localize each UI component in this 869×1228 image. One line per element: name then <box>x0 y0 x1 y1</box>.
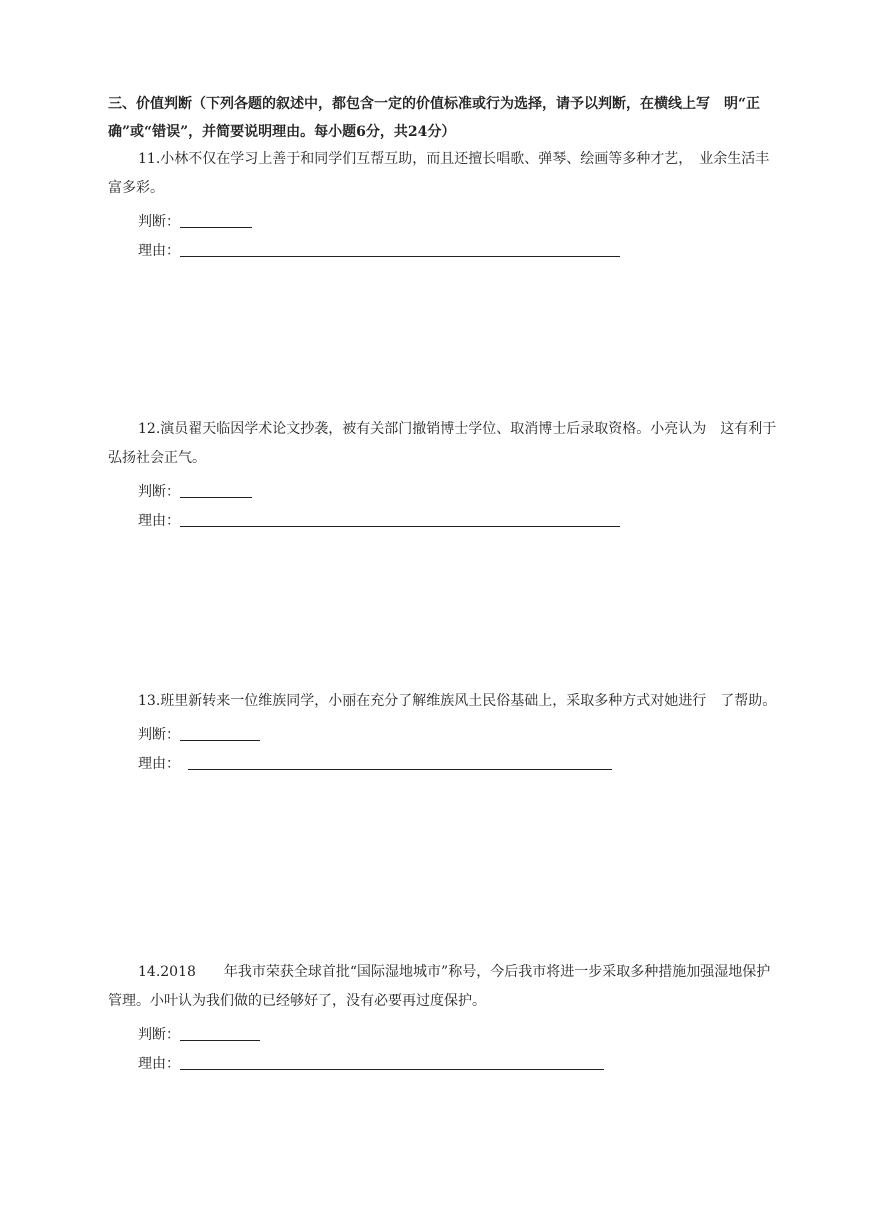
reason-label: 理由： <box>138 513 180 529</box>
question-11 <box>108 145 778 261</box>
judge-label: 判断： <box>138 1027 180 1043</box>
judge-row <box>108 203 778 232</box>
judge-row <box>108 473 778 502</box>
question-12 <box>108 415 778 531</box>
judge-label: 判断： <box>138 484 180 500</box>
reason-row <box>108 502 778 531</box>
section-heading: 三、价值判断（下列各题的叙述中，都包含一定的价值标准或行为选择，请予以判断，在横线上写 明“正确”或“错误”，并简要说明理由。每小题6分，共24分） <box>108 96 761 140</box>
reason-blank[interactable] <box>188 751 612 770</box>
reason-row <box>108 745 778 774</box>
judge-blank[interactable] <box>180 209 252 228</box>
reason-row <box>108 1045 778 1074</box>
question-text: 13.班里新转来一位维族同学，小丽在充分了解维族风土民俗基础上，采取多种方式对她进行 了帮助。 <box>138 693 777 709</box>
question-text: 12.演员翟天临因学术论文抄袭，被有关部门撤销博士学位、取消博士后录取资格。小亮认为 这有利于弘扬社会正气。 <box>108 421 777 466</box>
reason-label: 理由： <box>138 243 180 259</box>
judge-blank[interactable] <box>180 722 260 741</box>
judge-blank[interactable] <box>180 479 252 498</box>
judge-blank[interactable] <box>180 1022 260 1041</box>
question-14 <box>108 958 778 1074</box>
question-text: 11.小林不仅在学习上善于和同学们互帮互助，而且还擅长唱歌、弹琴、绘画等多种才艺， 业余生活丰富多彩。 <box>108 151 770 196</box>
reason-label: 理由： <box>138 756 180 772</box>
question-13 <box>108 687 778 774</box>
judge-row <box>108 716 778 745</box>
question-text: 14.2018 年我市荣获全球首批“国际湿地城市”称号，今后我市将进一步采取多种措施加强湿地保护管理。小叶认为我们做的已经够好了，没有必要再过度保护。 <box>108 964 771 1009</box>
reason-blank[interactable] <box>180 508 620 527</box>
reason-row <box>108 232 778 261</box>
judge-row <box>108 1016 778 1045</box>
reason-label: 理由： <box>138 1056 180 1072</box>
reason-blank[interactable] <box>180 238 620 257</box>
judge-label: 判断： <box>138 214 180 230</box>
reason-blank[interactable] <box>180 1051 604 1070</box>
judge-label: 判断： <box>138 727 180 743</box>
